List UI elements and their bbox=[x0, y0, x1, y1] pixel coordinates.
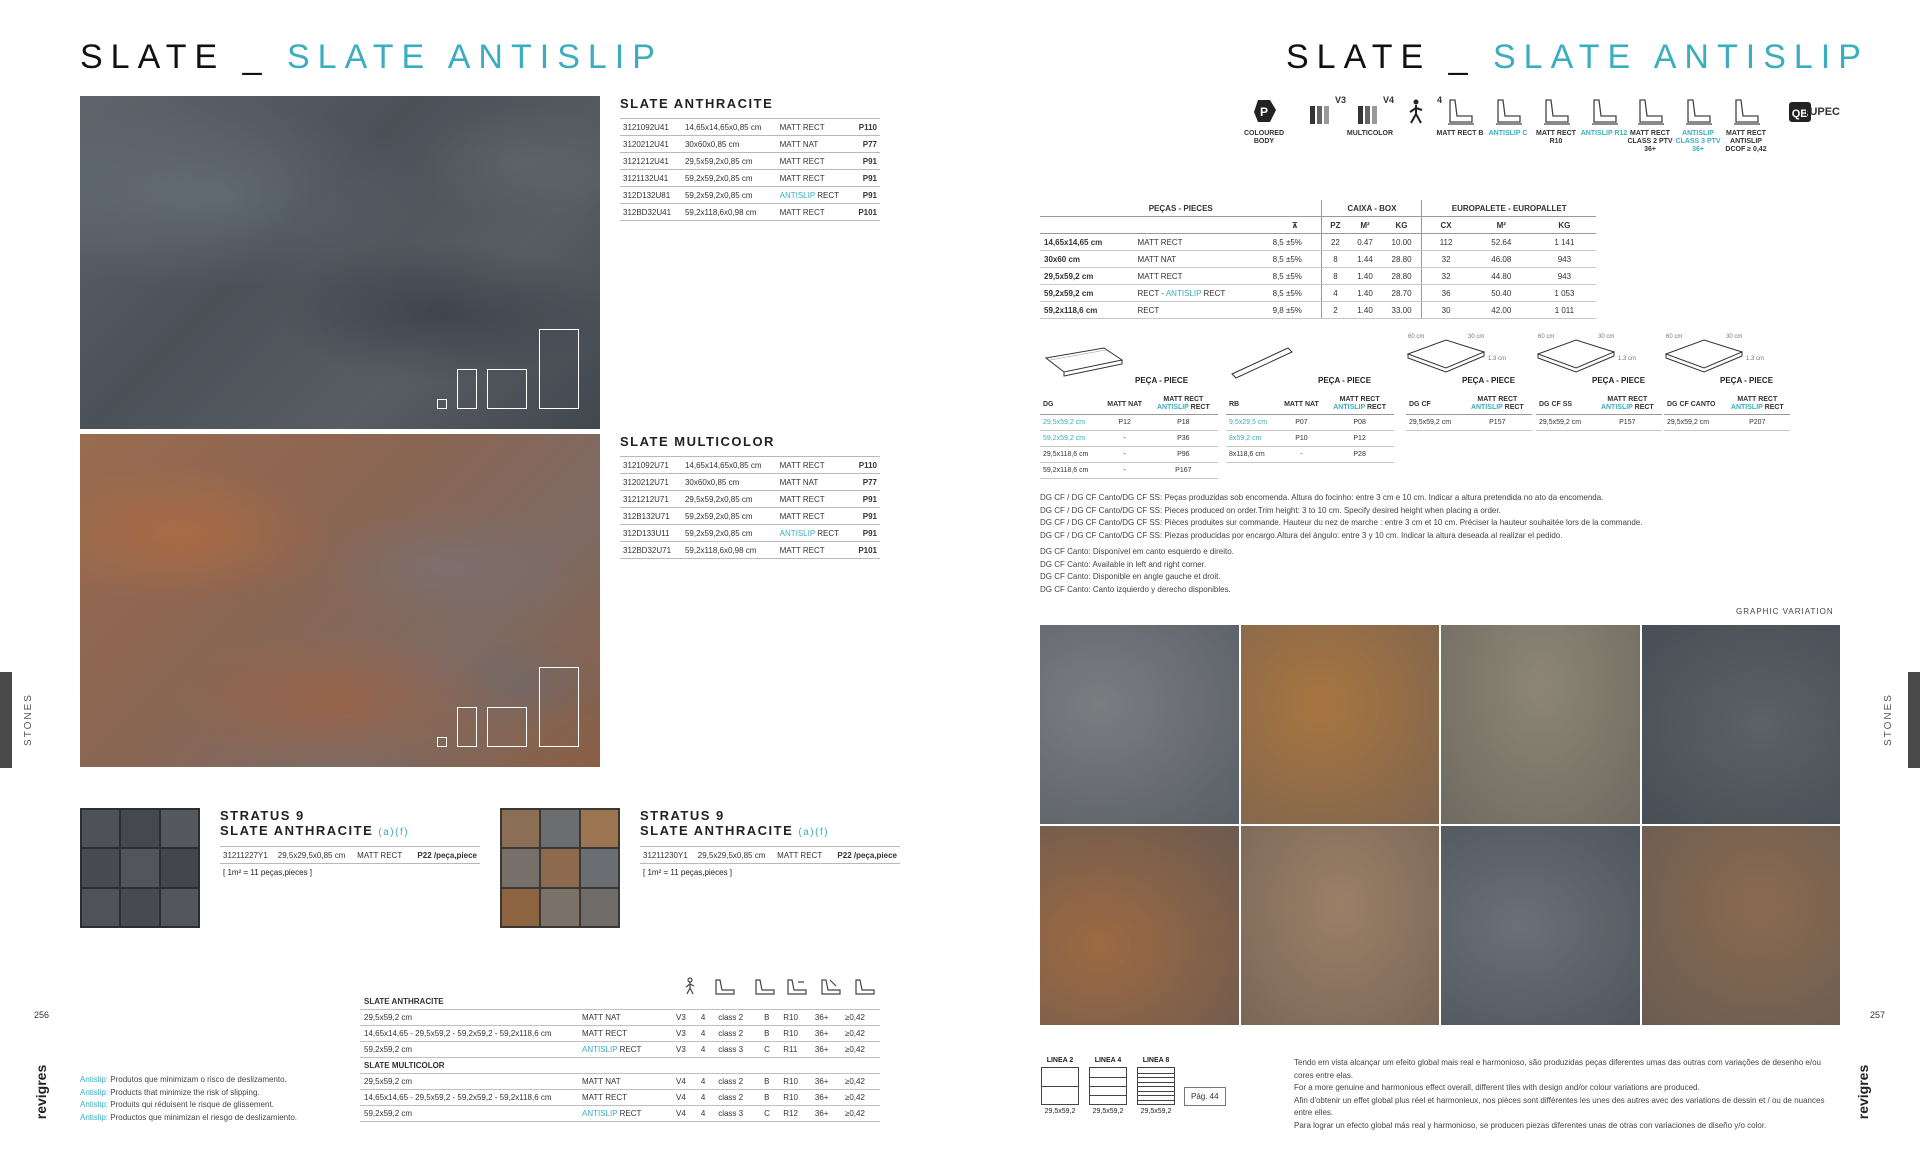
stratus-variant: SLATE ANTHRACITE (a)(f) bbox=[640, 823, 830, 838]
product-finish: MATT RECT bbox=[777, 153, 852, 170]
v3-icon: V3 bbox=[1298, 96, 1346, 130]
packing-row: 30x60 cm MATT NAT 8,5 ±5% 8 1.44 28.80 32 46.08 943 bbox=[1040, 251, 1596, 268]
rb-plinth-drawing bbox=[1228, 344, 1308, 384]
title-slate-antislip: SLATE ANTISLIP bbox=[1493, 38, 1869, 76]
variation-tile bbox=[1441, 625, 1640, 824]
anthracite-heading: SLATE ANTHRACITE bbox=[620, 96, 774, 111]
stratus-block-2 bbox=[640, 808, 900, 877]
product-price: P91 bbox=[852, 491, 880, 508]
matt-rect-class2-icon: MATT RECT CLASS 2 PTV 36+ bbox=[1626, 96, 1674, 154]
product-price: P91 bbox=[852, 153, 880, 170]
spec-row bbox=[620, 525, 880, 542]
product-code: 312D133U11 bbox=[620, 525, 682, 542]
product-code: 3121092U71 bbox=[620, 457, 682, 474]
dcof-icon: MATT RECT ANTISLIP DCOF ≥ 0,42 bbox=[1722, 96, 1770, 154]
dg-cf-canto-piece: 60 cm 30 cm 1.3 cm PEÇA - PIECE DG CF CANTO MATT RECT ANTISLIP RECT 29,5x59,2 cm P207 bbox=[1664, 334, 1790, 383]
piece-row: 59,2x118,6 cm - P167 bbox=[1040, 463, 1218, 479]
piece-row: 29,5x59,2 cm P12 P18 bbox=[1040, 415, 1218, 431]
note-line: DG CF Canto: Disponível em canto esquerdo e direito. bbox=[1040, 547, 1234, 556]
tech-group-header: SLATE ANTHRACITE bbox=[360, 994, 880, 1010]
note-line: DG CF Canto: Available in left and right corner. bbox=[1040, 559, 1207, 569]
product-finish: MATT RECT bbox=[777, 508, 852, 525]
spec-row bbox=[620, 136, 880, 153]
product-size: 29,5x59,2x0,85 cm bbox=[682, 153, 777, 170]
product-finish: ANTISLIP RECT bbox=[777, 525, 852, 542]
size-icon-small bbox=[437, 399, 447, 409]
left-page-number: 256 bbox=[34, 1010, 50, 1020]
variation-tile bbox=[1241, 625, 1440, 824]
stratus-multicolor-mosaic bbox=[500, 808, 620, 928]
product-code: 312BD32U71 bbox=[620, 542, 682, 559]
product-finish: MATT RECT bbox=[777, 119, 852, 136]
product-size: 30x60x0,85 cm bbox=[682, 474, 777, 491]
variation-text bbox=[1294, 1057, 1840, 1132]
dg-cf-piece: 60 cm 30 cm 1.3 cm PEÇA - PIECE DG CF MATT RECT ANTISLIP RECT 29,5x59,2 cm P157 bbox=[1406, 334, 1532, 383]
product-size: 14,65x14,65x0,85 cm bbox=[682, 119, 777, 136]
linea-4-pattern: LINEA 4 29,5x59,2 bbox=[1088, 1057, 1128, 1115]
title-slate: SLATE _ bbox=[80, 38, 270, 76]
packing-row: 29,5x59,2 cm MATT RECT 8,5 ±5% 8 1.40 28.80 32 44.80 943 bbox=[1040, 268, 1596, 285]
linea-2-pattern: LINEA 2 29,5x59,2 bbox=[1040, 1057, 1080, 1115]
v4-icon: V4 MULTICOLOR bbox=[1346, 95, 1394, 137]
title-slate: SLATE _ bbox=[1286, 38, 1476, 76]
stratus-anthracite-mosaic bbox=[80, 808, 200, 928]
product-size: 59,2x59,2x0,85 cm bbox=[682, 187, 777, 204]
product-size: 14,65x14,65x0,85 cm bbox=[682, 457, 777, 474]
variation-line: Afin d'obtenir un effet global plus réel et harmonieux, nos pièces sont différentes les unes des autres avec des variations de dessin et / ou de nuances entre elles. bbox=[1294, 1095, 1825, 1117]
product-price: P91 bbox=[852, 508, 880, 525]
rb-piece-label: PEÇA - PIECE bbox=[1318, 376, 1372, 385]
spec-row bbox=[620, 170, 880, 187]
product-size: 59,2x118,6x0,98 cm bbox=[682, 542, 777, 559]
product-price: P110 bbox=[852, 457, 880, 474]
spec-row bbox=[620, 153, 880, 170]
product-code: 312BD32U41 bbox=[620, 204, 682, 221]
tech-table bbox=[360, 994, 880, 1122]
svg-text:QB: QB bbox=[1791, 108, 1809, 120]
left-page-title bbox=[80, 38, 663, 77]
legend-line: Antislip: Produtos que minimizam o risco de deslizamento. bbox=[80, 1075, 287, 1084]
piece-row: 8x59,2 cm P10 P12 bbox=[1226, 431, 1394, 447]
piece-row: 59,2x59,2 cm - P36 bbox=[1040, 431, 1218, 447]
product-code: 3121092U41 bbox=[620, 119, 682, 136]
notes-order bbox=[1040, 492, 1740, 542]
svg-text:P: P bbox=[1259, 105, 1269, 119]
variation-line: Tendo em vista alcançar um efeito global mais real e harmonioso, são produzidas peças diferentes umas das outras com variações de desenho e/ou cores entre elas. bbox=[1294, 1058, 1821, 1080]
rb-table bbox=[1226, 394, 1394, 463]
stratus-spec-table: 31211230Y1 29,5x29,5x0,85 cm MATT RECT P22 /peça,piece bbox=[640, 846, 900, 864]
piece-header: RB MATT NAT MATT RECT ANTISLIP RECT bbox=[1226, 394, 1394, 415]
product-finish: MATT RECT bbox=[777, 204, 852, 221]
product-size: 59,2x59,2x0,85 cm bbox=[682, 170, 777, 187]
thickness-symbol: ⊼ bbox=[1269, 217, 1322, 234]
product-finish: MATT NAT bbox=[777, 474, 852, 491]
dg-cf-ss-drawing bbox=[1536, 334, 1616, 378]
dg-piece-label: PEÇA - PIECE bbox=[1135, 376, 1189, 385]
tech-row: 29,5x59,2 cm MATT NAT V3 4 class 2 B R10 36+ ≥0,42 bbox=[360, 1010, 880, 1026]
spec-row bbox=[620, 491, 880, 508]
stratus-spec-table: 31211227Y1 29,5x29,5x0,85 cm MATT RECT P22 /peça,piece bbox=[220, 846, 480, 864]
left-brand-logo: revigres bbox=[33, 1064, 50, 1120]
size-icon-square bbox=[487, 369, 527, 409]
piece-row: 8x118,6 cm - P28 bbox=[1226, 447, 1394, 463]
spec-row bbox=[620, 508, 880, 525]
spec-row bbox=[620, 474, 880, 491]
product-size: 29,5x59,2x0,85 cm bbox=[682, 491, 777, 508]
variation-line: For a more genuine and harmonious effect overall, different tiles with design and/or colour variations are produced. bbox=[1294, 1083, 1700, 1092]
product-finish: ANTISLIP RECT bbox=[777, 187, 852, 204]
variation-tile bbox=[1040, 826, 1239, 1025]
product-size: 59,2x118,6x0,98 cm bbox=[682, 204, 777, 221]
size-icon-large bbox=[539, 329, 579, 409]
dg-step-drawing bbox=[1044, 344, 1124, 384]
stratus-note: [ 1m² = 11 peças,pieces ] bbox=[223, 868, 313, 877]
dg-cf-ss-piece: 60 cm 30 cm 1.3 cm PEÇA - PIECE DG CF SS MATT RECT ANTISLIP RECT 29,5x59,2 cm P157 bbox=[1536, 334, 1662, 383]
size-icon-large bbox=[539, 667, 579, 747]
tech-row: 14,65x14,65 - 29,5x59,2 - 59,2x59,2 - 59,2x118,6 cm MATT RECT V4 4 class 2 B R10 36+ ≥0,42 bbox=[360, 1090, 880, 1106]
packing-table: PEÇAS - PIECES CAIXA - BOX EUROPALETE - EUROPALLET ⊼ PZ M² KG CX M² KG 14,65x14,65 cm MATT RECT 8,5 ±5% 22 0.47 10.00 112 52.64 1 141 30x60 cm MATT NAT 8,5 ±5% 8 1.44 28.80 32 46.08 943 29,5x59,2 cm MATT RECT 8,5 ±5% 8 1.40 28.80 32 44.80 943 59,2x59,2 cm RECT - ANTISLIP RECT 8,5 ±5% 4 1.40 28.70 36 50.40 1 053 59,2x118,6 cm RECT 9,8 ±5% 2 1.40 33.00 30 42.00 1 011 bbox=[1040, 200, 1596, 319]
note-line: DG CF / DG CF Canto/DG CF SS: Piezas producidas por encargo.Altura del ángulo: entre 3 y 10 cm. Indicar la altura deseada al realizar el pedido. bbox=[1040, 530, 1563, 540]
spec-row bbox=[620, 187, 880, 204]
tech-group-header: SLATE MULTICOLOR bbox=[360, 1058, 880, 1074]
variation-line: Para lograr un efecto global más real y harmonioso, se producen piezas diferentes unas de otras con variaciones de diseño y/o color. bbox=[1294, 1120, 1767, 1130]
left-side-label: STONES bbox=[22, 693, 34, 746]
piece-header: DG MATT NAT MATT RECT ANTISLIP RECT bbox=[1040, 394, 1218, 415]
legend-line: Antislip: Productos que minimizan el riesgo de deslizamiento. bbox=[80, 1112, 298, 1122]
spec-row bbox=[620, 542, 880, 559]
qb-upec-icon: QB UPEC bbox=[1778, 96, 1826, 130]
tech-row: 14,65x14,65 - 29,5x59,2 - 59,2x59,2 - 59,2x118,6 cm MATT RECT V3 4 class 2 B R10 36+ ≥0,42 bbox=[360, 1026, 880, 1042]
product-finish: MATT RECT bbox=[777, 170, 852, 187]
packing-row: 14,65x14,65 cm MATT RECT 8,5 ±5% 22 0.47 10.00 112 52.64 1 141 bbox=[1040, 234, 1596, 251]
product-price: P110 bbox=[852, 119, 880, 136]
right-page-number: 257 bbox=[1870, 1010, 1886, 1020]
notes-corner bbox=[1040, 546, 1740, 596]
product-code: 3121132U41 bbox=[620, 170, 682, 187]
anthracite-spec-table bbox=[620, 118, 880, 221]
stratus-name: STRATUS 9 bbox=[640, 808, 725, 823]
graphic-variation-grid bbox=[1040, 625, 1840, 1025]
product-price: P101 bbox=[852, 204, 880, 221]
antislip-class3-icon: ANTISLIP CLASS 3 PTV 36+ bbox=[1674, 96, 1722, 154]
antislip-legend bbox=[80, 1074, 297, 1124]
product-finish: MATT NAT bbox=[777, 136, 852, 153]
variation-tile bbox=[1040, 625, 1239, 824]
right-side-tab bbox=[1908, 672, 1920, 768]
coloured-body-icon: P COLOURED BODY bbox=[1240, 96, 1288, 146]
product-price: P77 bbox=[852, 136, 880, 153]
product-code: 3120212U41 bbox=[620, 136, 682, 153]
stratus-note: [ 1m² = 11 peças,pieces ] bbox=[643, 868, 733, 877]
header-pallet: EUROPALETE - EUROPALLET bbox=[1422, 200, 1596, 217]
antislip-r12-icon: ANTISLIP R12 bbox=[1580, 96, 1628, 138]
tech-row: 29,5x59,2 cm MATT NAT V4 4 class 2 B R10 36+ ≥0,42 bbox=[360, 1074, 880, 1090]
right-brand-logo: revigres bbox=[1855, 1064, 1872, 1120]
product-size: 59,2x59,2x0,85 cm bbox=[682, 525, 777, 542]
product-finish: MATT RECT bbox=[777, 457, 852, 474]
packing-row: 59,2x118,6 cm RECT 9,8 ±5% 2 1.40 33.00 30 42.00 1 011 bbox=[1040, 302, 1596, 319]
product-price: P77 bbox=[852, 474, 880, 491]
spec-row bbox=[620, 119, 880, 136]
slate-multicolor-image bbox=[80, 434, 600, 767]
tech-row: 59,2x59,2 cm ANTISLIP RECT V3 4 class 3 C R11 36+ ≥0,42 bbox=[360, 1042, 880, 1058]
page-reference-box: Pág. 44 bbox=[1184, 1087, 1226, 1106]
spec-row bbox=[620, 204, 880, 221]
antislip-c-icon: ANTISLIP C bbox=[1484, 96, 1532, 138]
dg-cf-drawing bbox=[1406, 334, 1486, 378]
multicolor-spec-table bbox=[620, 456, 880, 559]
legend-line: Antislip: Products that minimize the risk of slipping. bbox=[80, 1087, 260, 1097]
note-line: DG CF / DG CF Canto/DG CF SS: Pieces produced on order.Trim height: 3 to 10 cm. Specify desired height when placing a order. bbox=[1040, 505, 1501, 515]
size-icon-small bbox=[437, 737, 447, 747]
header-pieces: PEÇAS - PIECES bbox=[1040, 200, 1322, 217]
matt-rect-r10-icon: MATT RECT R10 bbox=[1532, 96, 1580, 146]
traffic-icon: 4 bbox=[1394, 96, 1442, 130]
product-price: P101 bbox=[852, 542, 880, 559]
size-icon-square bbox=[487, 707, 527, 747]
note-line: DG CF / DG CF Canto/DG CF SS: Peças produzidas sob encomenda. Altura do focinho: entre 3 cm e 10 cm. Indicar a altura pretendida no ato da encomenda. bbox=[1040, 493, 1604, 502]
variation-tile bbox=[1441, 826, 1640, 1025]
tech-row: 59,2x59,2 cm ANTISLIP RECT V4 4 class 3 C R12 36+ ≥0,42 bbox=[360, 1106, 880, 1122]
size-icon-rect bbox=[457, 707, 477, 747]
product-code: 3121212U41 bbox=[620, 153, 682, 170]
size-icon-rect bbox=[457, 369, 477, 409]
product-code: 312B132U71 bbox=[620, 508, 682, 525]
piece-row: 9,5x29,5 cm P07 P08 bbox=[1226, 415, 1394, 431]
variation-tile bbox=[1642, 625, 1841, 824]
product-price: P91 bbox=[852, 187, 880, 204]
product-code: 312D132U81 bbox=[620, 187, 682, 204]
multicolor-heading: SLATE MULTICOLOR bbox=[620, 434, 775, 449]
right-side-label: STONES bbox=[1882, 693, 1894, 746]
tech-icons-row bbox=[680, 976, 880, 996]
spec-row bbox=[620, 457, 880, 474]
graphic-variation-label: GRAPHIC VARIATION bbox=[1736, 607, 1834, 616]
note-line: DG CF Canto: Canto izquierdo y derecho disponibles. bbox=[1040, 584, 1231, 594]
product-code: 3120212U71 bbox=[620, 474, 682, 491]
product-finish: MATT RECT bbox=[777, 491, 852, 508]
note-line: DG CF / DG CF Canto/DG CF SS: Pièces produites sur commande. Hauteur du nez de marche : entre 3 cm et 10 cm. Préciser la hauteur souhaitée lors de la commande. bbox=[1040, 518, 1643, 527]
dg-table bbox=[1040, 394, 1218, 479]
packing-row: 59,2x59,2 cm RECT - ANTISLIP RECT 8,5 ±5% 4 1.40 28.70 36 50.40 1 053 bbox=[1040, 285, 1596, 302]
stratus-name: STRATUS 9 bbox=[220, 808, 305, 823]
product-size: 30x60x0,85 cm bbox=[682, 136, 777, 153]
stratus-variant: SLATE ANTHRACITE (a)(f) bbox=[220, 823, 410, 838]
product-price: P91 bbox=[852, 525, 880, 542]
legend-line: Antislip: Produits qui réduisent le risque de glissement. bbox=[80, 1100, 274, 1109]
variation-tile bbox=[1642, 826, 1841, 1025]
product-finish: MATT RECT bbox=[777, 542, 852, 559]
header-box: CAIXA - BOX bbox=[1322, 200, 1422, 217]
piece-row: 29,5x118,6 cm - P96 bbox=[1040, 447, 1218, 463]
matt-rect-b-icon: MATT RECT B bbox=[1436, 96, 1484, 138]
right-page-title bbox=[1286, 38, 1869, 77]
product-price: P91 bbox=[852, 170, 880, 187]
product-code: 3121212U71 bbox=[620, 491, 682, 508]
title-slate-antislip: SLATE ANTISLIP bbox=[287, 38, 663, 76]
product-size: 59,2x59,2x0,85 cm bbox=[682, 508, 777, 525]
dg-cf-canto-drawing bbox=[1664, 334, 1744, 378]
stratus-block-1 bbox=[220, 808, 480, 877]
linea-8-pattern: LINEA 8 29,5x59,2 bbox=[1136, 1057, 1176, 1115]
variation-tile bbox=[1241, 826, 1440, 1025]
note-line: DG CF Canto: Disponible en angle gauche et droit. bbox=[1040, 572, 1221, 581]
slate-anthracite-image bbox=[80, 96, 600, 429]
left-side-tab bbox=[0, 672, 12, 768]
